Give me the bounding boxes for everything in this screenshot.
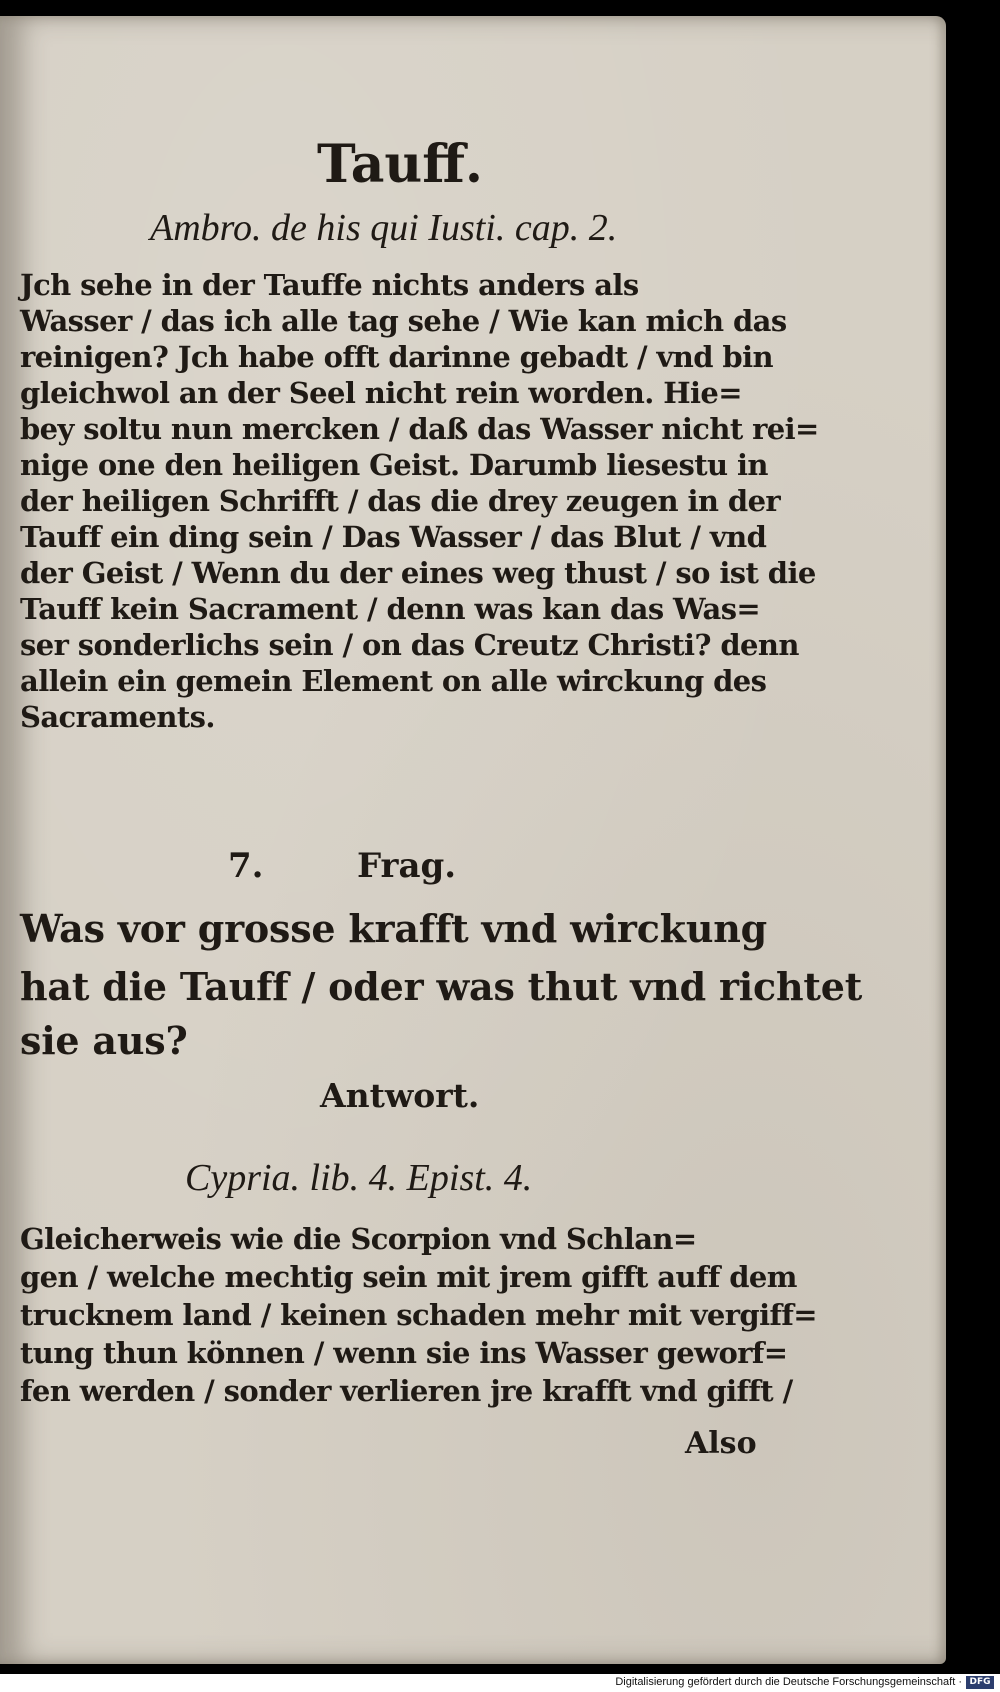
question-line: sie aus? <box>20 1018 188 1063</box>
paragraph-2-line: tung thun können / wenn sie ins Wasser geworf= <box>20 1336 788 1370</box>
paragraph-1-line: der Geist / Wenn du der eines weg thust / so ist die <box>20 556 816 590</box>
paragraph-1-line: der heiligen Schrifft / das die drey zeugen in der <box>20 484 781 518</box>
citation-cyprian: Cypria. lib. 4. Epist. 4. <box>185 1157 533 1199</box>
dfg-logo-icon: DFG <box>966 1676 994 1689</box>
question-label: Frag. <box>357 846 457 886</box>
question-line: hat die Tauff / oder was thut vnd richtet <box>20 964 863 1009</box>
paragraph-1-line: Wasser / das ich alle tag sehe / Wie kan mich das <box>20 304 787 338</box>
paragraph-2-line: fen werden / sonder verlieren jre krafft vnd gifft / <box>20 1374 793 1408</box>
book-page <box>0 16 946 1664</box>
paragraph-1-line: Sacraments. <box>20 700 215 734</box>
answer-heading: Antwort. <box>320 1076 480 1115</box>
paragraph-1-line: bey soltu nun mercken / daß das Wasser nicht rei= <box>20 412 819 446</box>
paragraph-1-line: Tauff kein Sacrament / denn was kan das Was= <box>20 592 761 626</box>
question-number: 7. <box>228 846 264 886</box>
citation-ambrose: Ambro. de his qui Iusti. cap. 2. <box>150 207 618 249</box>
paragraph-2-line: Gleicherweis wie die Scorpion vnd Schlan= <box>20 1222 697 1256</box>
paragraph-1-line: gleichwol an der Seel nicht rein worden. Hie= <box>20 376 742 410</box>
question-line: Was vor grosse krafft vnd wirckung <box>20 906 768 951</box>
paragraph-1-line: allein ein gemein Element on alle wirckung des <box>20 664 767 698</box>
paragraph-1-line: Tauff ein ding sein / Das Wasser / das Blut / vnd <box>20 520 767 554</box>
paragraph-1-line: Jch sehe in der Tauffe nichts anders als <box>20 268 639 302</box>
paragraph-1-line: ser sonderlichs sein / on das Creutz Christi? denn <box>20 628 799 662</box>
paragraph-1-line: reinigen? Jch habe offt darinne gebadt / vnd bin <box>20 340 774 374</box>
funding-credit: Digitalisierung gefördert durch die Deutsche Forschungsgemeinschaft · <box>615 1676 962 1688</box>
running-head: Tauff. <box>316 134 483 195</box>
paragraph-2-line: trucknem land / keinen schaden mehr mit vergiff= <box>20 1298 817 1332</box>
paragraph-1-line: nige one den heiligen Geist. Darumb liesestu in <box>20 448 768 482</box>
paragraph-2-line: gen / welche mechtig sein mit jrem gifft auff dem <box>20 1260 797 1294</box>
catchword: Also <box>685 1426 757 1461</box>
